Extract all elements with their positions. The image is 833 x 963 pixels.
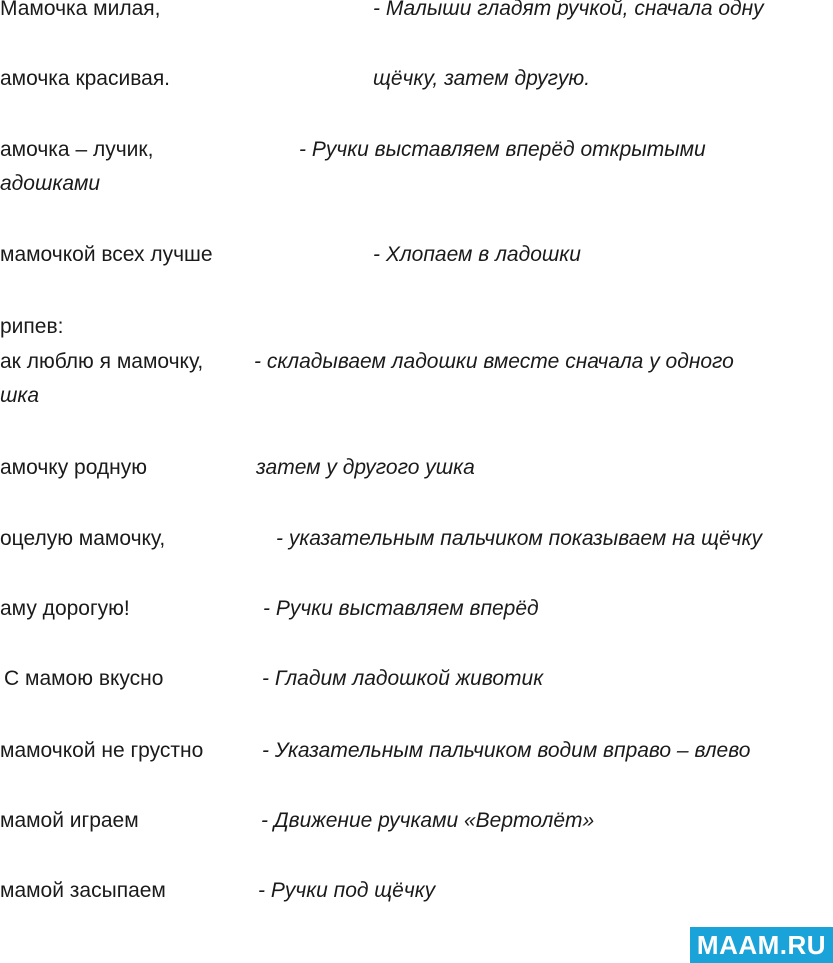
gesture-line-3: - Ручки выставляем вперёд открытыми <box>299 138 706 161</box>
gesture-line-2: щёчку, затем другую. <box>373 67 591 90</box>
gesture-line-11: - Движение ручками «Вертолёт» <box>261 809 595 832</box>
verse-line-11: мамой играем <box>0 809 139 832</box>
verse-line-10: мамочкой не грустно <box>0 739 204 762</box>
gesture-line-9: - Гладим ладошкой животик <box>262 667 544 690</box>
watermark-logo: MAAM.RU <box>690 927 833 963</box>
verse-line-7: оцелую мамочку, <box>0 527 166 550</box>
verse-line-1: Мамочка милая, <box>0 0 161 20</box>
verse-line-12: мамой засыпаем <box>0 879 166 902</box>
gesture-line-3-cont: адошками <box>0 172 101 195</box>
verse-line-4: мамочкой всех лучше <box>0 243 213 266</box>
gesture-line-8: - Ручки выставляем вперёд <box>263 597 539 620</box>
verse-line-6: амочку родную <box>0 456 148 479</box>
gesture-line-6: затем у другого ушка <box>256 456 475 479</box>
gesture-line-7: - указательным пальчиком показываем на щёчку <box>276 527 763 550</box>
gesture-line-5-cont: шка <box>0 384 40 407</box>
gesture-line-12: - Ручки под щёчку <box>258 879 436 902</box>
verse-line-2: амочка красивая. <box>0 67 171 90</box>
gesture-line-10: - Указательным пальчиком водим вправо – влево <box>262 739 751 762</box>
gesture-line-1: - Малыши гладят ручкой, сначала одну <box>373 0 764 20</box>
gesture-line-5: - складываем ладошки вместе сначала у одного <box>254 350 734 373</box>
verse-line-9: С мамою вкусно <box>4 667 164 690</box>
verse-line-5: ак люблю я мамочку, <box>0 350 204 373</box>
gesture-line-4: - Хлопаем в ладошки <box>373 243 581 266</box>
chorus-label: рипев: <box>0 315 64 338</box>
verse-line-8: аму дорогую! <box>0 597 130 620</box>
verse-line-3: амочка – лучик, <box>0 138 154 161</box>
